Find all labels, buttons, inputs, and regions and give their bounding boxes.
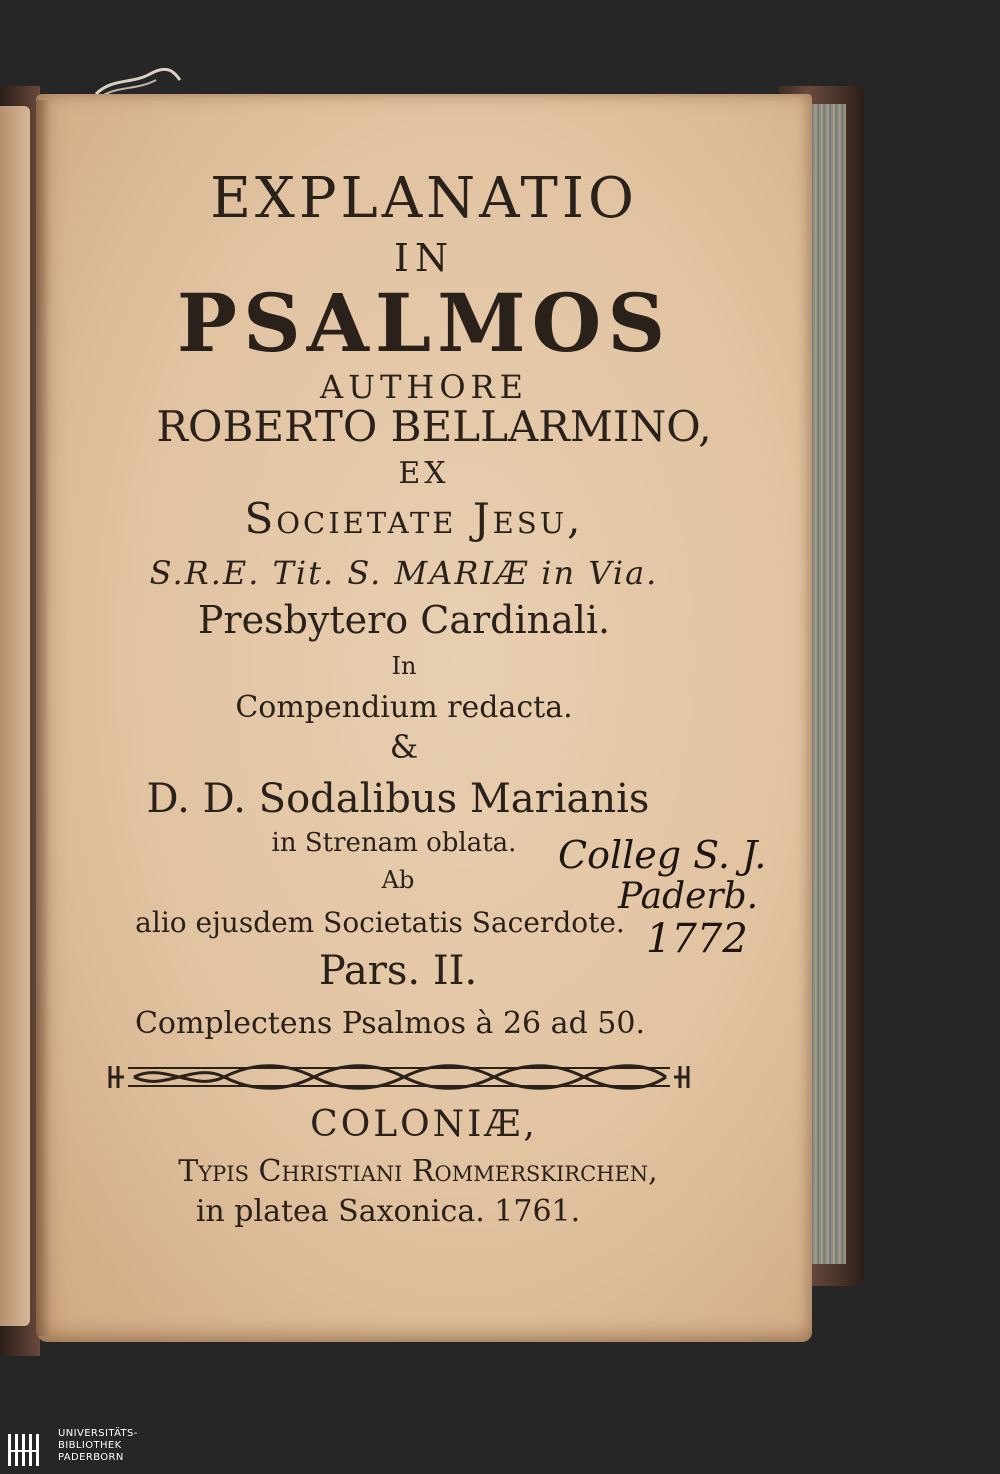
title-line-ab: Ab [381, 866, 415, 894]
library-name-line-2: BIBLIOTHEK [58, 1440, 122, 1451]
ownership-inscription [548, 820, 778, 970]
title-line-in-2: In [391, 652, 417, 680]
sacerdote-line: alio ejusdem Societatis Sacerdote. [135, 906, 625, 939]
author-name: ROBERTO BELLARMINO, [156, 402, 712, 451]
ornament-divider [104, 1058, 694, 1096]
printer-line: Typis Christiani Rommerskirchen, [178, 1154, 658, 1189]
title-line-in: IN [393, 236, 455, 280]
strenam-line: in Strenam oblata. [271, 828, 517, 858]
cardinal-title-line: S.R.E. Tit. S. MARIÆ in Via. [149, 554, 659, 592]
library-name [58, 1428, 138, 1464]
imprint-place: COLONIÆ, [310, 1104, 538, 1145]
presbytero-line: Presbytero Cardinali. [197, 598, 611, 642]
imprint-date-line: in platea Saxonica. 1761. [195, 1194, 581, 1229]
library-footer [0, 1424, 1000, 1474]
library-name-line-1: UNIVERSITÄTS- [58, 1428, 138, 1439]
title-line-explanatio: EXPLANATIO [210, 166, 638, 231]
title-line-ex: EX [398, 456, 450, 491]
ampersand: & [389, 728, 419, 766]
title-line-psalmos: PSALMOS [176, 276, 672, 370]
library-name-line-3: PADERBORN [58, 1452, 124, 1463]
compendium-line: Compendium redacta. [235, 690, 573, 725]
complectens-line: Complectens Psalmos à 26 ad 50. [134, 1006, 646, 1041]
inscription-line-2: Paderb. [618, 876, 759, 917]
inscription-line-1: Colleg S. J. [558, 833, 767, 877]
society-line: Societate Jesu, [244, 494, 584, 543]
title-line-authore: AUTHORE [319, 368, 528, 406]
sodalibus-line: D. D. Sodalibus Marianis [146, 776, 650, 822]
pars-line: Pars. II. [318, 948, 478, 994]
inscription-line-3: 1772 [646, 916, 748, 962]
library-logo-icon [6, 1430, 46, 1470]
